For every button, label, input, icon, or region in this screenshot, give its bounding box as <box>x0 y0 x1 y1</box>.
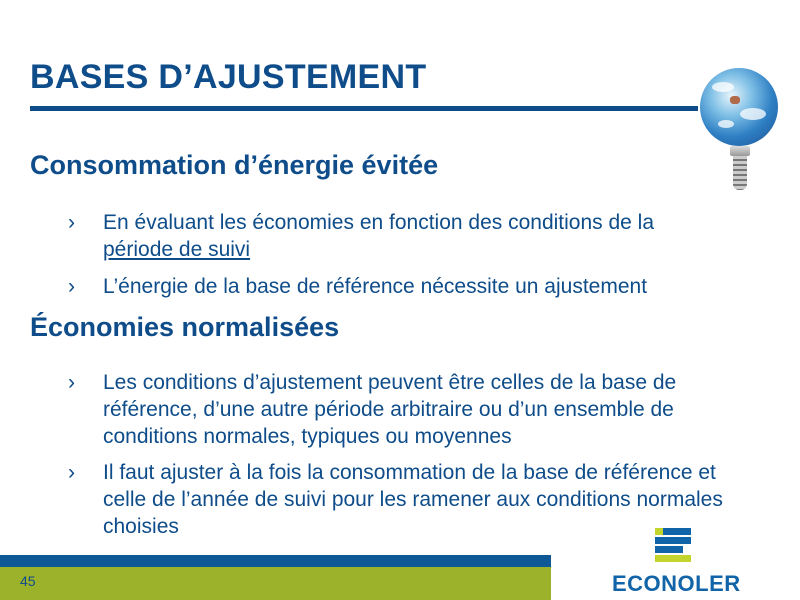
bullet-marker: › <box>68 211 75 234</box>
bullet-marker: › <box>68 461 75 484</box>
section-heading-normalized-savings: Économies normalisées <box>30 312 340 342</box>
econoler-logo-text: ECONOLER <box>612 571 741 596</box>
bulb-base-icon <box>730 146 750 156</box>
bulb-screw-icon <box>733 156 747 190</box>
page-number: 45 <box>20 573 36 589</box>
bullet-text: Il faut ajuster à la fois la consommation de la base de référence et celle de l’année de suivi pour les ramener aux conditions normales choisies <box>103 461 723 538</box>
bullet-marker: › <box>68 371 75 394</box>
bullet-marker: › <box>68 275 75 298</box>
underlined-term: période de suivi <box>103 238 251 261</box>
footer-blue-bar <box>0 555 551 567</box>
slide-title: BASES D’AJUSTEMENT <box>30 58 427 96</box>
section-heading-avoided-energy: Consommation d’énergie évitée <box>30 150 439 180</box>
bullet-text: Les conditions d’ajustement peuvent être celles de la base de référence, d’une autre période arbitraire ou d’un ensemble de conditions normales, typiques ou moyennes <box>103 371 677 448</box>
econoler-logo-icon <box>655 528 691 564</box>
globe-icon <box>700 68 778 146</box>
bullet-text: En évaluant les économies en fonction des conditions de la <box>103 211 655 234</box>
bullet-text: L’énergie de la base de référence nécessite un ajustement <box>103 275 648 298</box>
footer-green-bar <box>0 567 551 600</box>
title-divider <box>30 106 698 111</box>
